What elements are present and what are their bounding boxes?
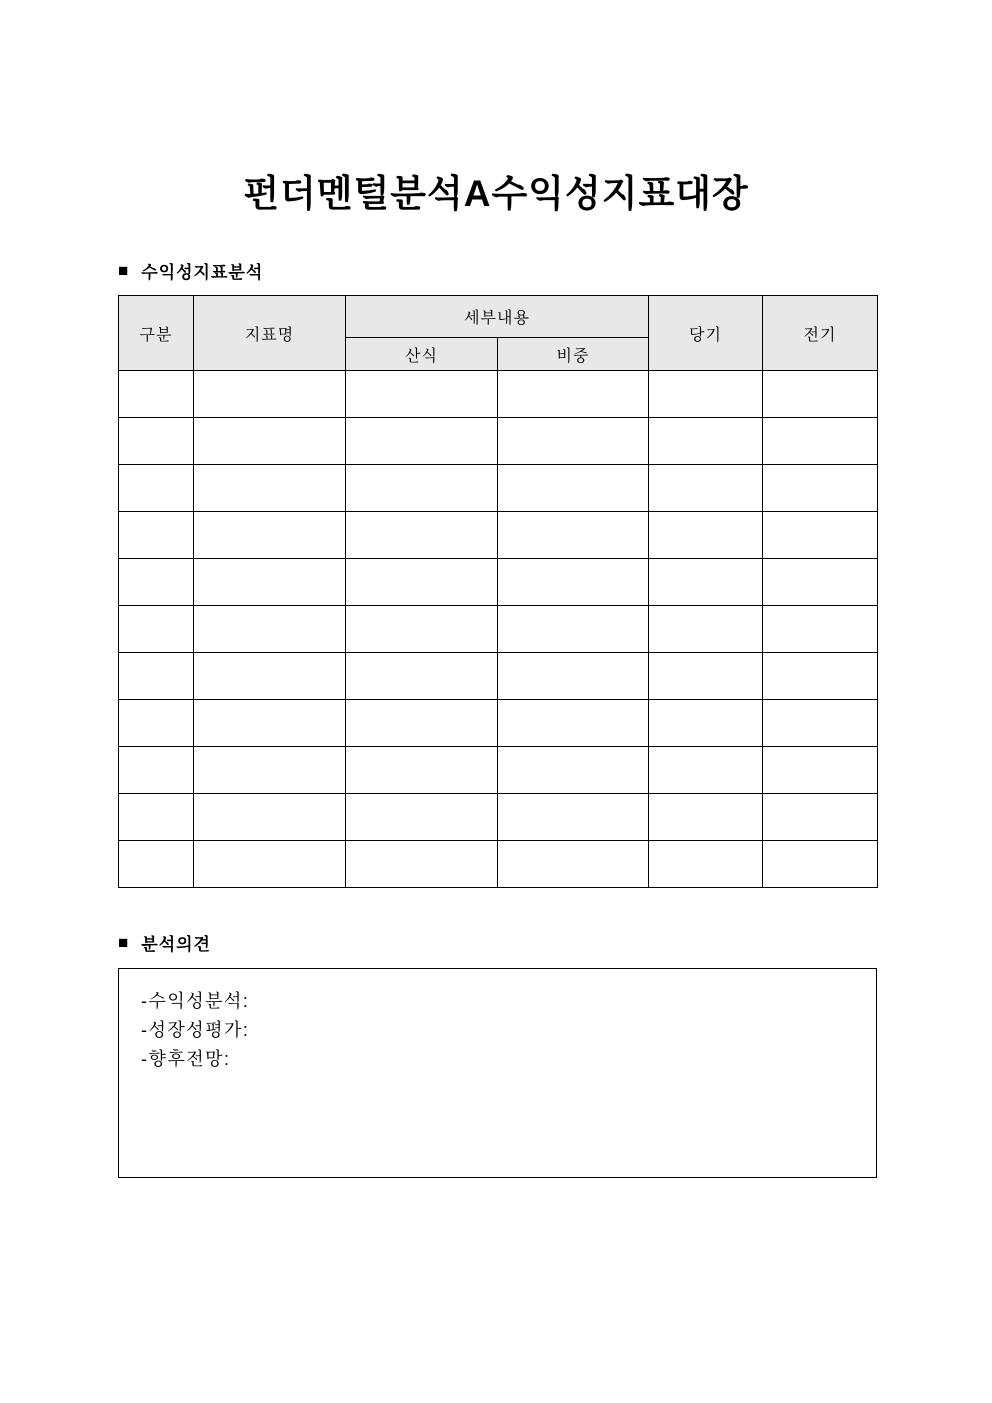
table-cell [194,841,346,888]
table-cell [763,700,878,747]
table-cell [194,559,346,606]
table-cell [649,794,763,841]
table-cell [194,418,346,465]
table-cell [119,418,194,465]
table-row [119,606,878,653]
table-cell [346,747,498,794]
table-row [119,512,878,559]
table-cell [763,653,878,700]
table-cell [649,700,763,747]
table-cell [763,418,878,465]
square-bullet-icon: ■ [118,933,130,952]
table-cell [119,371,194,418]
table-cell [346,512,498,559]
square-bullet-icon: ■ [118,261,130,280]
table-cell [194,747,346,794]
table-cell [119,841,194,888]
table-cell [763,794,878,841]
opinion-line-growth: -성장성평가: [141,1020,250,1040]
table-cell [119,606,194,653]
table-cell [498,606,649,653]
table-cell [498,794,649,841]
table-cell [498,700,649,747]
section-heading-profitability [118,258,263,283]
opinion-line-outlook: -향후전망: [141,1049,231,1069]
table-cell [119,559,194,606]
table-cell [194,794,346,841]
table-cell [649,606,763,653]
table-cell [498,747,649,794]
table-row [119,747,878,794]
column-header-formula: 산식 [346,338,498,371]
table-cell [649,465,763,512]
table-cell [119,465,194,512]
table-cell [346,371,498,418]
section-heading-profitability-label: 수익성지표분석 [141,263,264,282]
table-cell [346,559,498,606]
table-cell [346,653,498,700]
table-cell [649,418,763,465]
column-header-previous-period: 전기 [763,296,878,371]
table-cell [346,794,498,841]
table-cell [498,418,649,465]
table-cell [498,841,649,888]
table-cell [194,465,346,512]
table-cell [346,418,498,465]
table-row [119,418,878,465]
table-row [119,700,878,747]
column-header-current-period: 당기 [649,296,763,371]
table-cell [119,512,194,559]
table-cell [763,465,878,512]
table-cell [649,747,763,794]
opinion-line-profitability: -수익성분석: [141,991,250,1011]
table-cell [498,371,649,418]
profitability-indicator-table [118,295,878,888]
table-cell [763,606,878,653]
table-cell [649,512,763,559]
table-row [119,465,878,512]
table-cell [498,512,649,559]
table-row [119,559,878,606]
table-cell [763,512,878,559]
table-cell [498,653,649,700]
table-cell [763,747,878,794]
table-cell [346,841,498,888]
table-cell [194,371,346,418]
table-cell [498,465,649,512]
table-cell [346,700,498,747]
table-cell [194,700,346,747]
column-header-details-group: 세부내용 [346,296,649,338]
table-cell [194,512,346,559]
table-cell [649,653,763,700]
table-cell [763,841,878,888]
opinion-box [118,968,877,1178]
table-cell [346,606,498,653]
section-heading-opinion-label: 분석의견 [141,935,211,954]
table-row [119,371,878,418]
table-body [119,371,878,888]
table-cell [763,371,878,418]
table-cell [119,747,194,794]
table-cell [119,794,194,841]
table-row [119,841,878,888]
section-heading-opinion [118,930,211,955]
table-cell [119,700,194,747]
table-cell [763,559,878,606]
table-cell [649,559,763,606]
page-title: 펀더멘털분석A수익성지표대장 [243,173,749,214]
table-cell [346,465,498,512]
table-cell [119,653,194,700]
column-header-indicator: 지표명 [194,296,346,371]
column-header-weight: 비중 [498,338,649,371]
table-header [119,296,878,371]
table-row [119,794,878,841]
table-cell [498,559,649,606]
table-cell [194,653,346,700]
table-cell [649,371,763,418]
column-header-category: 구분 [119,296,194,371]
table-cell [194,606,346,653]
table-cell [649,841,763,888]
table-row [119,653,878,700]
